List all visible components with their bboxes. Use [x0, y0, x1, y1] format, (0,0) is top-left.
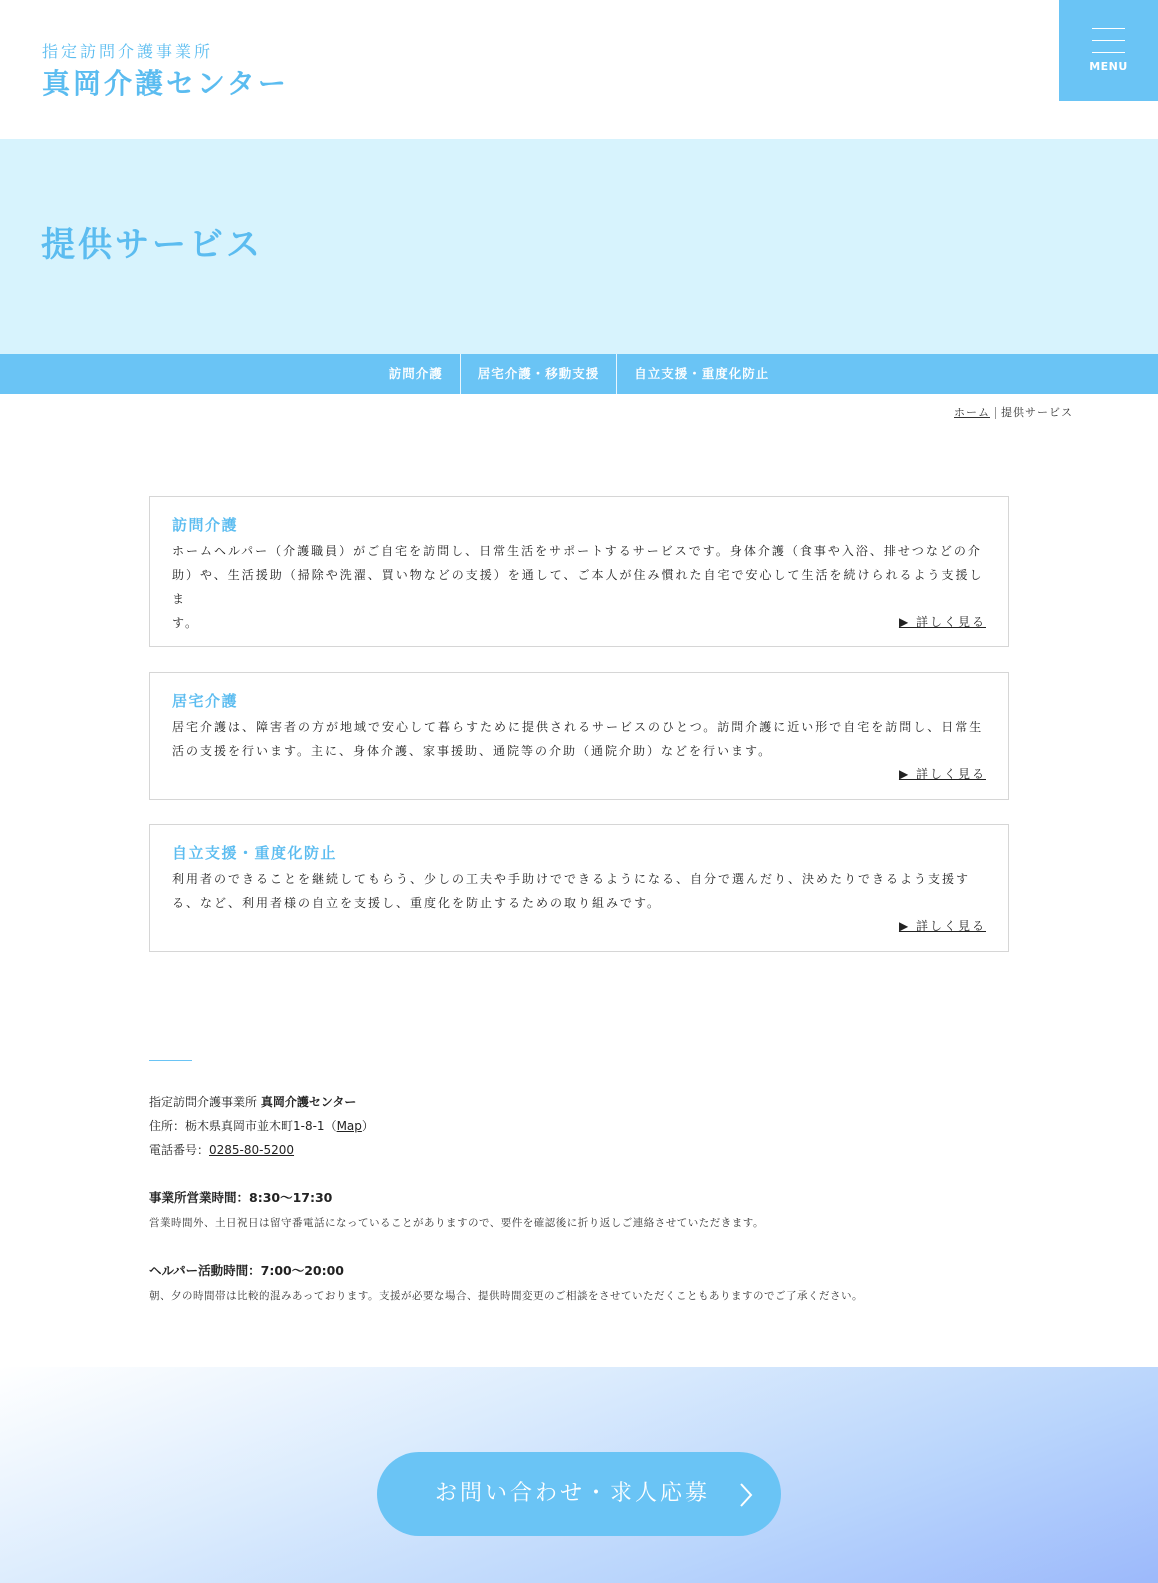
- description-line: る、など、利用者様の自立を支援し、重度化を防止するための取り組みです。: [172, 896, 662, 910]
- office-type: 指定訪問介護事業所: [149, 1095, 261, 1109]
- office-hours-note: 営業時間外、土日祝日は留守番電話になっていることがありますので、要件を確認後に折り返しご連絡させていただきます。: [149, 1217, 764, 1229]
- site-logo[interactable]: [42, 42, 289, 102]
- office-hours-title: 事業所営業時間：8:30〜17:30: [149, 1190, 333, 1205]
- service-card-independence-support: [149, 824, 1009, 952]
- page-title: 提供サービス: [41, 225, 263, 265]
- service-card-description: [172, 867, 986, 915]
- service-card-title: 自立支援・重度化防止: [172, 844, 338, 862]
- breadcrumb-current: 提供サービス: [1001, 406, 1073, 419]
- logo-title: 真岡介護センター: [42, 67, 289, 100]
- service-card-details-link[interactable]: ▶ 詳しく見る: [898, 919, 986, 933]
- description-line: 助）や、生活援助（掃除や洗濯、買い物などの支援）を通して、ご本人が住み慣れた自宅で安心して生活を続けられるよう支援しま: [172, 568, 984, 606]
- office-name-line: [149, 1090, 1009, 1114]
- page-hero: [0, 139, 1158, 354]
- chevron-right-icon: [738, 1482, 754, 1508]
- service-card-description: [172, 539, 986, 635]
- helper-hours-note: 朝、夕の時間帯は比較的混みあっております。支援が必要な場合、提供時間変更のご相談をさせていただくこともありますのでご了承ください。: [149, 1290, 864, 1302]
- service-card-home-care: [149, 496, 1009, 647]
- service-subnav: [0, 354, 1158, 394]
- site-header: [0, 0, 1158, 139]
- office-name: 真岡介護センター: [260, 1095, 357, 1109]
- description-line: ホームヘルパー（介護職員）がご自宅を訪問し、日常生活をサポートするサービスです。身体介護（食事や入浴、排せつなどの介: [172, 544, 982, 558]
- subnav-item-independence-support[interactable]: 自立支援・重度化防止: [616, 354, 786, 394]
- phone-link[interactable]: 0285-80-5200: [209, 1143, 295, 1157]
- description-line: 居宅介護は、障害者の方が地域で安心して暮らすために提供されるサービスのひとつ。訪問介護に近い形で自宅を訪問し、日常生: [172, 720, 984, 734]
- service-card-title: 居宅介護: [172, 692, 239, 710]
- logo-subtitle: 指定訪問介護事業所: [42, 42, 214, 61]
- service-card-details-link[interactable]: ▶ 詳しく見る: [898, 615, 986, 629]
- address-line: [149, 1114, 1009, 1138]
- office-info: [149, 1060, 1009, 1305]
- menu-button[interactable]: [1059, 0, 1158, 101]
- phone-line: [149, 1138, 1009, 1162]
- breadcrumb-home-link[interactable]: ホーム: [954, 406, 990, 419]
- helper-hours-title: ヘルパー活動時間：7:00〜20:00: [149, 1263, 345, 1278]
- contact-recruit-button[interactable]: [377, 1452, 781, 1536]
- map-link[interactable]: Map: [336, 1119, 362, 1133]
- breadcrumb: [954, 406, 1073, 420]
- subnav-item-home-care[interactable]: 訪問介護: [388, 366, 443, 381]
- service-card-description: [172, 715, 986, 763]
- phone-label: 電話番号：: [149, 1143, 210, 1157]
- contact-button-label: お問い合わせ・求人応募: [435, 1481, 711, 1506]
- description-line: す。: [172, 616, 200, 630]
- description-line: 活の支援を行います。主に、身体介護、家事援助、通院等の介助（通院介助）などを行います。: [172, 744, 773, 758]
- address-text: 住所：栃木県真岡市並木町1-8-1（: [149, 1119, 337, 1133]
- contact-cta-section: [0, 1367, 1158, 1583]
- address-close: ）: [361, 1119, 374, 1133]
- service-card-title: 訪問介護: [172, 516, 239, 534]
- service-card-residential-care: [149, 672, 1009, 800]
- service-card-details-link[interactable]: ▶ 詳しく見る: [898, 767, 986, 781]
- menu-label: MENU: [1089, 60, 1128, 73]
- subnav-item-residential-care[interactable]: 居宅介護・移動支援: [460, 354, 617, 394]
- description-line: 利用者のできることを継続してもらう、少しの工夫や手助けでできるようになる、自分で選んだり、決めたりできるよう支援す: [172, 872, 971, 886]
- breadcrumb-divider: [995, 407, 996, 419]
